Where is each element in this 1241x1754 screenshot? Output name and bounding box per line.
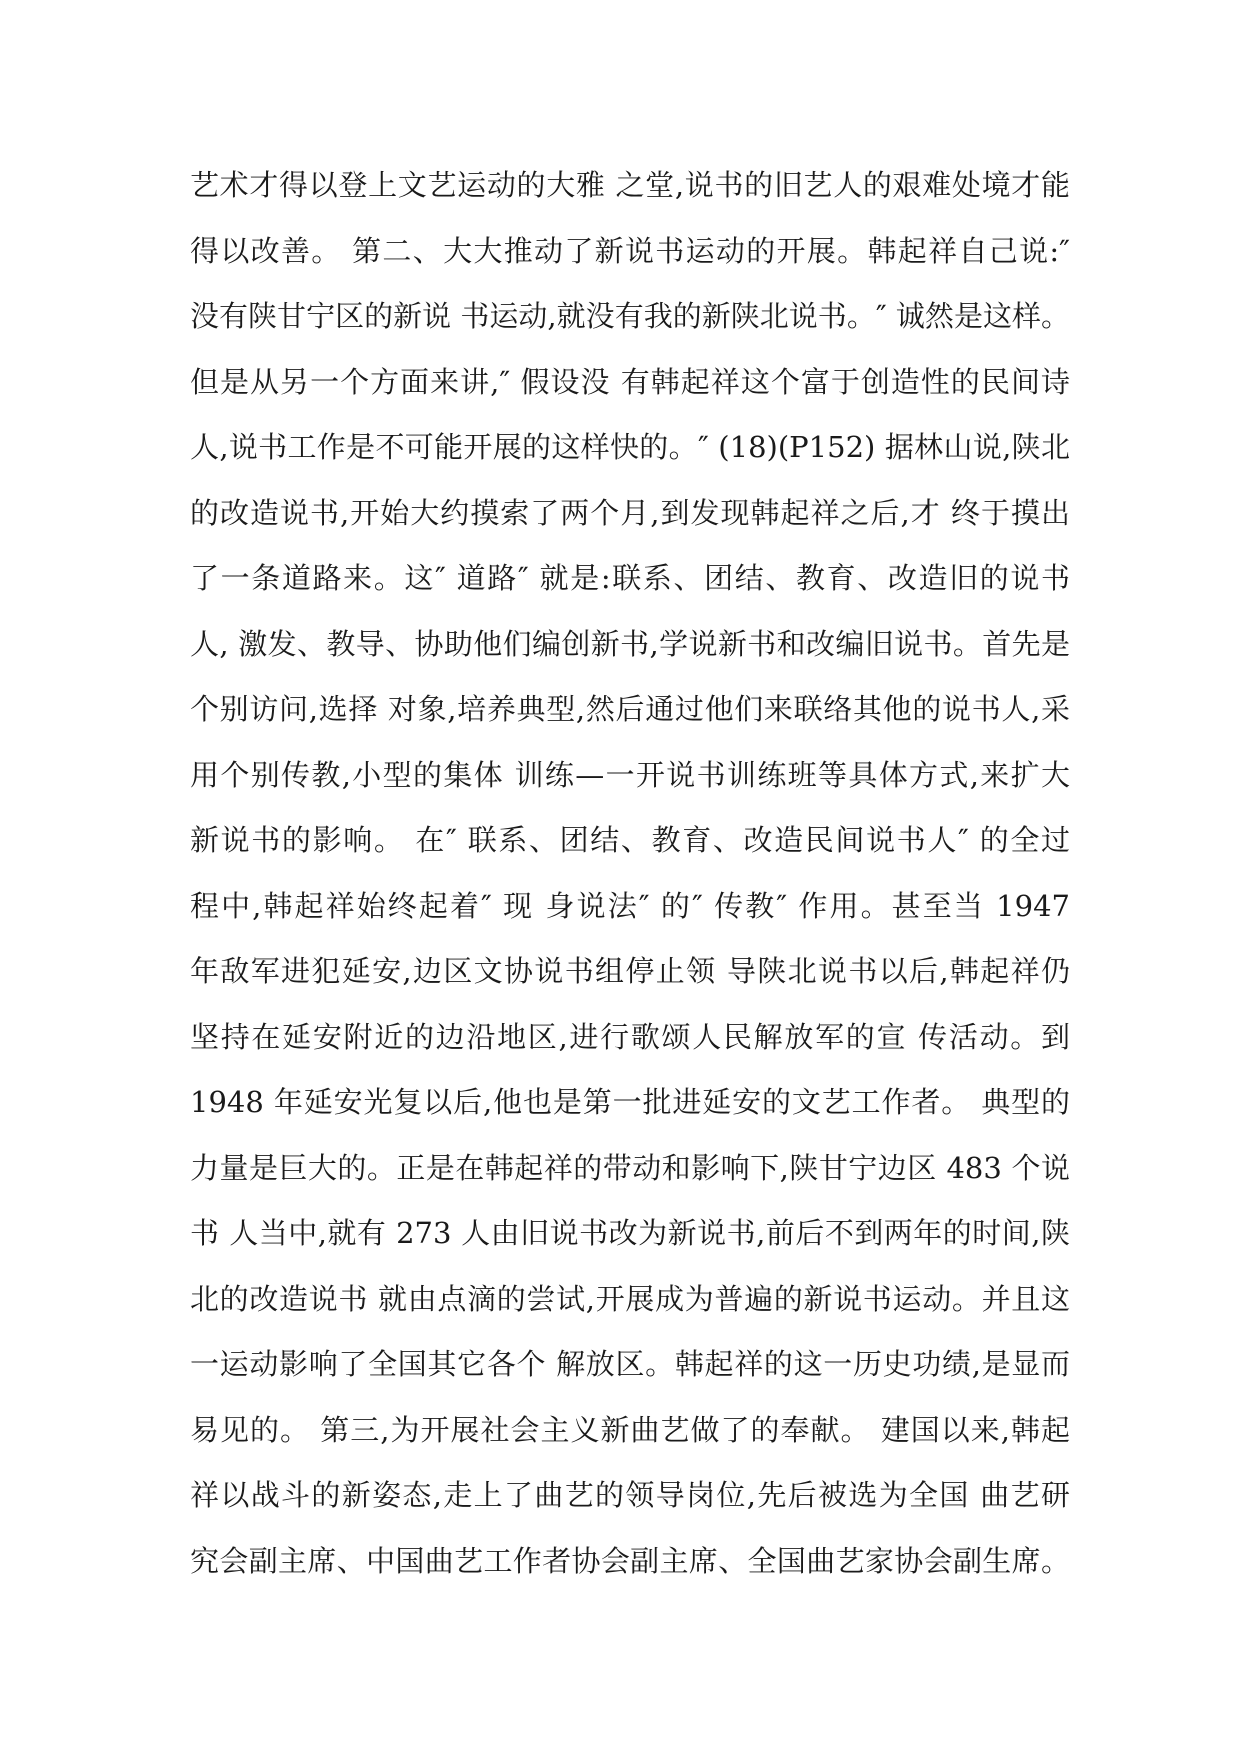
text-line: 的改造说书,开始大约摸索了两个月,到发现韩起祥之后,才 终于摸出 [190,495,1070,530]
text-line: 力量是巨大的。正是在韩起祥的带动和影响下,陕甘宁边区 483 个说 [190,1150,1070,1185]
text-line: 没有陕甘宁区的新说 书运动,就没有我的新陕北说书。″ 诚然是这样。 [190,299,1070,333]
body-text [190,160,1070,1601]
text-line: 1948 年延安光复以后,他也是第一批进延安的文艺工作者。 典型的 [190,1085,1070,1119]
text-line: 用个别传教,小型的集体 训练—一开说书训练班等具体方式,来扩大 [190,757,1070,792]
text-line: 究会副主席、中国曲艺工作者协会副主席、全国曲艺家协会副生席。 [190,1543,1070,1578]
text-line: 了一条道路来。这″ 道路″ 就是:联系、团结、教育、改造旧的说书 [190,561,1070,595]
text-line: 易见的。 第三,为开展社会主义新曲艺做了的奉献。 建国以来,韩起 [190,1412,1070,1447]
text-line: 得以改善。 第二、大大推动了新说书运动的开展。韩起祥自己说:″ [190,233,1070,268]
text-line: 年敌军进犯延安,边区文协说书组停止领 导陕北说书以后,韩起祥仍 [190,954,1070,988]
text-line: 书 人当中,就有 273 人由旧说书改为新说书,前后不到两年的时间,陕 [190,1216,1070,1250]
text-line: 祥以战斗的新姿态,走上了曲艺的领导岗位,先后被选为全国 曲艺研 [190,1478,1070,1512]
text-line: 人, 激发、教导、协助他们编创新书,学说新书和改编旧说书。首先是 [190,626,1070,661]
text-line: 艺术才得以登上文艺运动的大雅 之堂,说书的旧艺人的艰难处境才能 [190,168,1070,202]
text-line: 坚持在延安附近的边沿地区,进行歌颂人民解放军的宣 传活动。到 [190,1019,1070,1054]
text-line: 个别访问,选择 对象,培养典型,然后通过他们来联络其他的说书人,采 [190,692,1070,726]
text-line: 但是从另一个方面来讲,″ 假设没 有韩起祥这个富于创造性的民间诗 [190,364,1070,399]
text-line: 一运动影响了全国其它各个 解放区。韩起祥的这一历史功绩,是显而 [190,1347,1070,1381]
text-line: 人,说书工作是不可能开展的这样快的。″ (18)(P152) 据林山说,陕北 [190,430,1070,464]
text-line: 北的改造说书 就由点滴的尝试,开展成为普遍的新说书运动。并且这 [190,1281,1070,1316]
text-line: 程中,韩起祥始终起着″ 现 身说法″ 的″ 传教″ 作用。甚至当 1947 [190,888,1070,923]
text-line: 新说书的影响。 在″ 联系、团结、教育、改造民间说书人″ 的全过 [190,823,1070,857]
